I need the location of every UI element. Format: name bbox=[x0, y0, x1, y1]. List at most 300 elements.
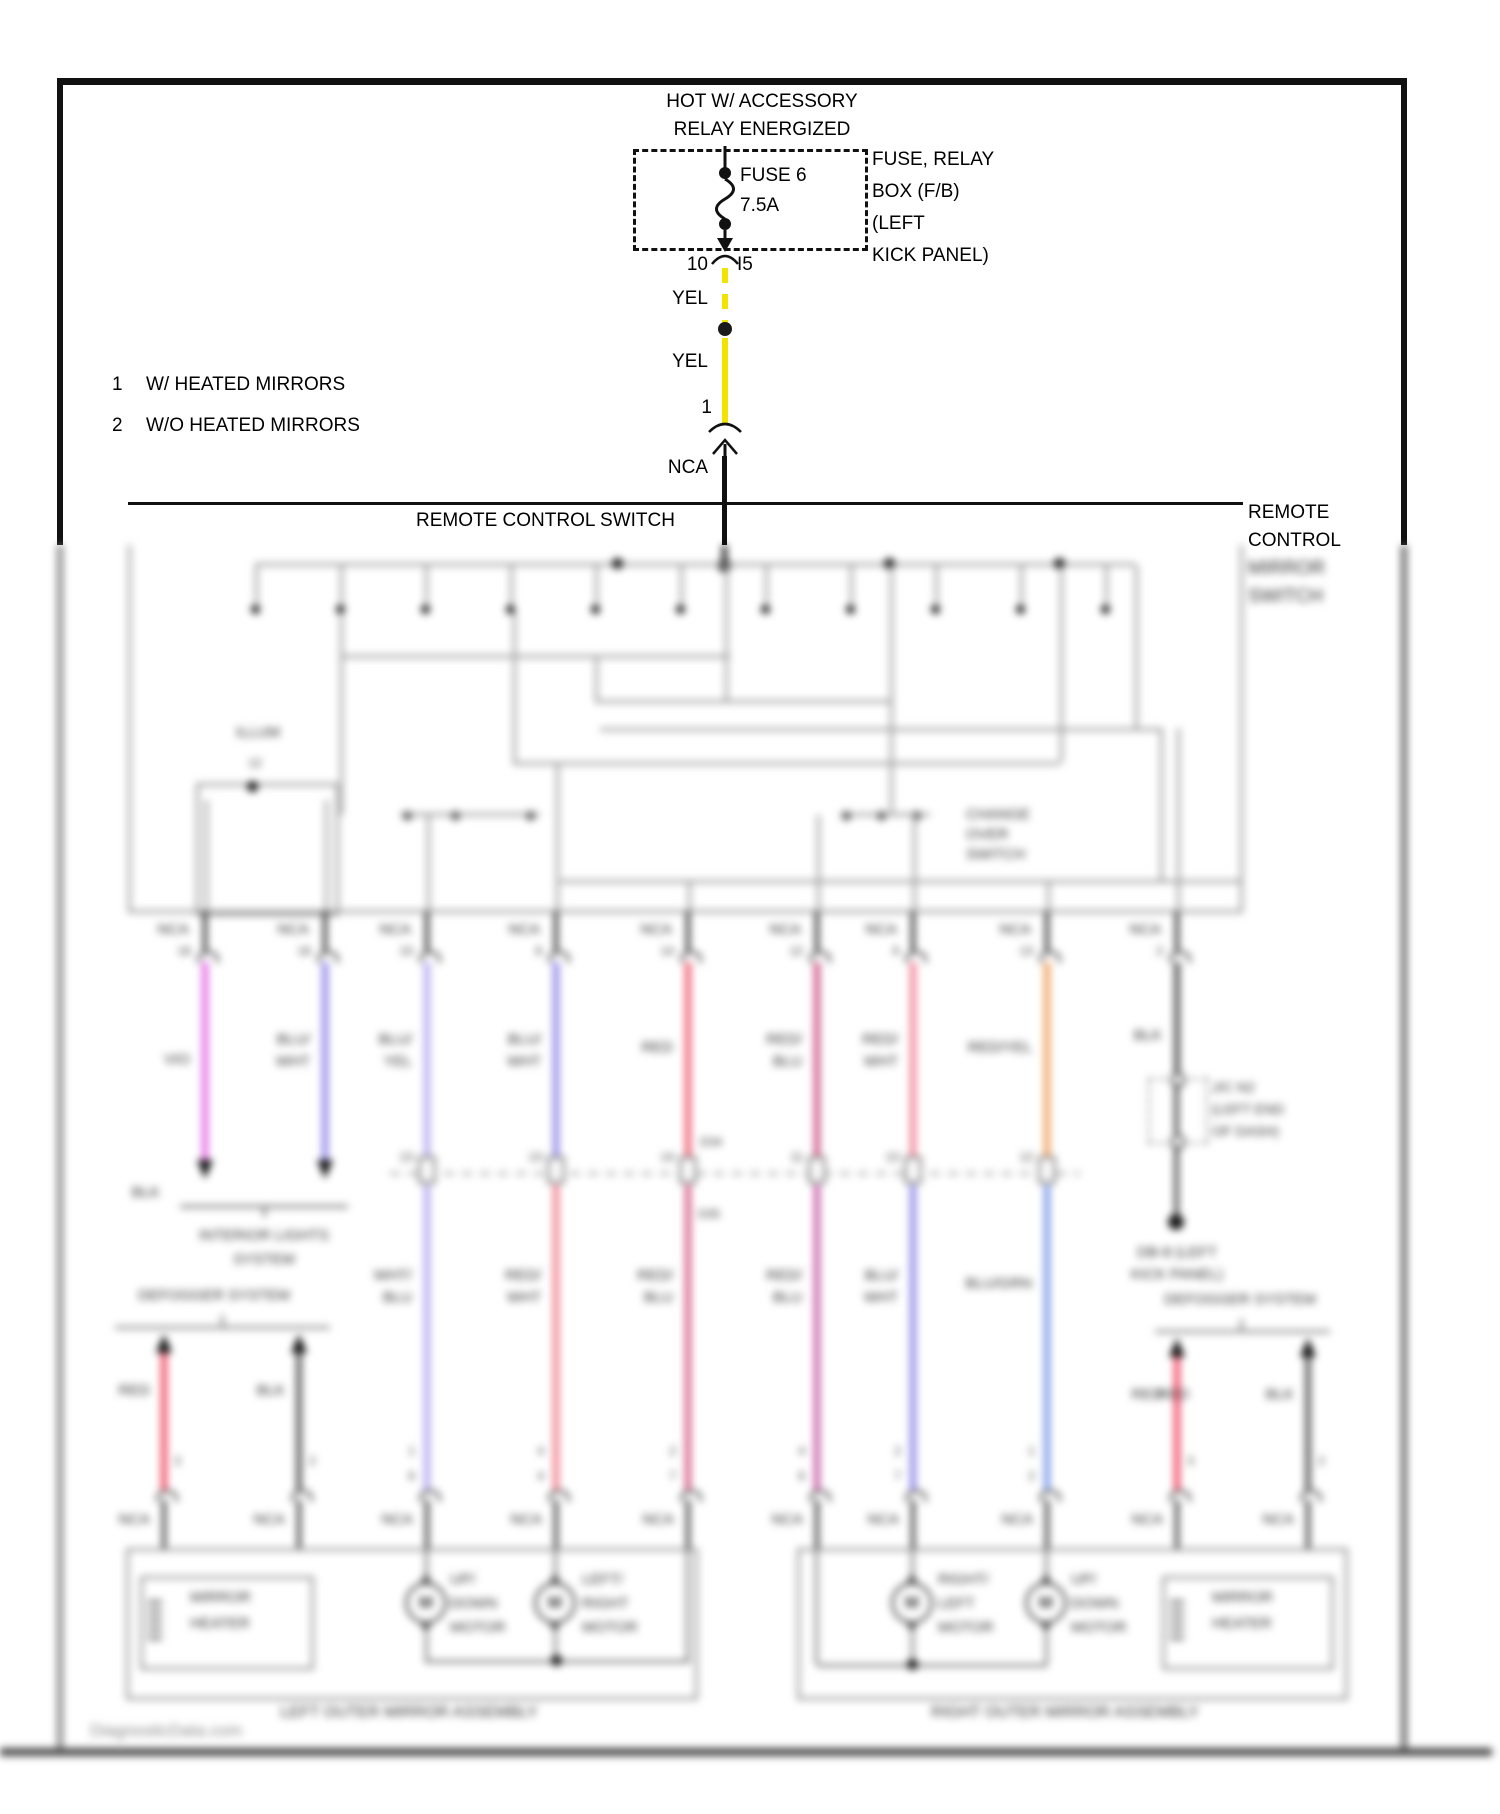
wire-red bbox=[685, 962, 691, 1158]
switch-row-line bbox=[600, 728, 1160, 731]
switch-vert bbox=[513, 612, 516, 762]
wire-label: RED/ bbox=[505, 1267, 541, 1284]
jc-label-1: J/C N2 bbox=[1212, 1079, 1255, 1095]
pin-num: 7 bbox=[669, 1469, 676, 1483]
wire-label: WHT bbox=[506, 1289, 541, 1306]
contact-dot bbox=[612, 558, 623, 569]
left-assembly-label: LEFT OUTER MIRROR ASSEMBLY bbox=[280, 1704, 538, 1721]
illum-pin: 12 bbox=[248, 756, 262, 770]
nca-label: NCA bbox=[999, 921, 1031, 938]
switch-box-right bbox=[1240, 545, 1243, 912]
contact-dot bbox=[247, 781, 258, 792]
junction-connector bbox=[547, 1156, 565, 1184]
wire-def-red bbox=[161, 1353, 167, 1490]
connector-bump bbox=[905, 951, 927, 963]
connector-bump bbox=[680, 1490, 702, 1502]
wire-def-blk bbox=[296, 1353, 302, 1490]
wire-label: RED/ bbox=[766, 1031, 802, 1048]
wire-label: RED/YEL bbox=[967, 1039, 1032, 1056]
connector-bump bbox=[809, 1490, 831, 1502]
illum-box bbox=[196, 783, 339, 916]
common-dot bbox=[551, 1655, 562, 1666]
switch-vert bbox=[1135, 565, 1138, 728]
wire-blk-2 bbox=[1174, 1146, 1179, 1218]
bracket-tick bbox=[221, 1315, 224, 1327]
nca-label: NCA bbox=[642, 1511, 674, 1528]
col-stub bbox=[1045, 912, 1049, 951]
pin-num: 4 bbox=[537, 1469, 544, 1483]
pin-num: 9 bbox=[892, 944, 899, 958]
junction-pin: 11 bbox=[790, 1150, 803, 1164]
frame-bottom bbox=[0, 1748, 1492, 1756]
wire-label: BLU bbox=[643, 1289, 673, 1306]
connector-bump-icon bbox=[710, 250, 740, 266]
ground-label-1: DB-8 (LEFT bbox=[1136, 1244, 1218, 1261]
pin-num: 10 bbox=[399, 944, 413, 958]
motor-cap bbox=[549, 1624, 561, 1633]
interior-lights-label-2: SYSTEM bbox=[233, 1251, 295, 1268]
switch-vert bbox=[1160, 728, 1163, 880]
switch-stub bbox=[595, 565, 598, 610]
switch-side-label-4: SWITCH bbox=[1248, 586, 1323, 607]
pin-num: 2 bbox=[1156, 944, 1163, 958]
right-motor1-label-1: RIGHT/ bbox=[938, 1571, 989, 1588]
pin-num: 2 bbox=[1318, 1454, 1325, 1468]
wire-blu-wht-2 bbox=[553, 962, 559, 1158]
motor-cap bbox=[1040, 1624, 1052, 1633]
connector-bump bbox=[197, 951, 219, 963]
switch-side-label-1: REMOTE bbox=[1248, 502, 1330, 523]
connector-bump bbox=[156, 1490, 178, 1502]
wire-label: RED/ bbox=[862, 1031, 898, 1048]
motor-common bbox=[425, 1633, 428, 1660]
wire-label: BLK bbox=[1133, 1027, 1162, 1044]
right-motor2-label-1: UP/ bbox=[1071, 1571, 1097, 1588]
arrow-up bbox=[1300, 1338, 1316, 1357]
col-stub bbox=[554, 912, 558, 951]
switch-stub bbox=[340, 565, 343, 610]
connector-bump bbox=[548, 1490, 570, 1502]
pin-num: 3 bbox=[1187, 1454, 1194, 1468]
wire-red-blu bbox=[814, 962, 820, 1158]
frame-top bbox=[57, 78, 1407, 85]
frame-right-blur bbox=[1401, 545, 1407, 1753]
wire-label-blk2: BLK bbox=[131, 1184, 160, 1201]
junction-connector bbox=[679, 1156, 697, 1184]
switch-title: REMOTE CONTROL SWITCH bbox=[416, 510, 675, 531]
stub bbox=[815, 1500, 819, 1548]
connector-bump bbox=[291, 1490, 313, 1502]
wire-nca-feed bbox=[722, 456, 727, 545]
nca-label: NCA bbox=[769, 921, 801, 938]
label-red-r: RED bbox=[1131, 1386, 1163, 1403]
switch-box-top bbox=[128, 502, 1243, 505]
wire-red-wht bbox=[910, 962, 916, 1158]
wire-label: RED/ bbox=[637, 1267, 673, 1284]
fuse-box-label-3: (LEFT bbox=[872, 213, 925, 234]
right-motor2-label-2: DOWN bbox=[1071, 1595, 1119, 1612]
switch-vert bbox=[725, 567, 728, 700]
motor-rightleft-right: M bbox=[891, 1582, 933, 1624]
col-stub bbox=[425, 912, 429, 951]
switch-side-label-2: CONTROL bbox=[1248, 530, 1341, 551]
stub bbox=[911, 1500, 915, 1548]
left-motor2-label-3: MOTOR bbox=[582, 1619, 638, 1636]
nca-label: NCA bbox=[867, 1511, 899, 1528]
wire-label: WHT bbox=[863, 1053, 898, 1070]
wire-label: WHT bbox=[863, 1289, 898, 1306]
contact-dot bbox=[931, 605, 940, 614]
pin-num: 2 bbox=[669, 1444, 676, 1458]
col-stub bbox=[686, 912, 690, 951]
stub bbox=[1306, 1500, 1310, 1548]
junction-ref-2: D35 bbox=[698, 1207, 721, 1221]
arrow-down bbox=[317, 1160, 333, 1179]
motor-cap bbox=[420, 1573, 432, 1582]
connector-bump bbox=[1039, 951, 1061, 963]
switch-side-label-3: MIRROR bbox=[1248, 558, 1326, 579]
connector-bump bbox=[419, 951, 441, 963]
col-stub bbox=[1175, 912, 1179, 951]
bracket-tick bbox=[263, 1205, 266, 1217]
frame-left-blur bbox=[57, 545, 63, 1753]
switch-stub bbox=[510, 565, 513, 610]
motor-cap bbox=[420, 1624, 432, 1633]
wire-label: RED/ bbox=[766, 1267, 802, 1284]
right-heater-label-2: HEATER bbox=[1212, 1615, 1272, 1632]
nca-label: NCA bbox=[1129, 921, 1161, 938]
switch-col-drop bbox=[688, 880, 691, 910]
stub bbox=[1045, 1500, 1049, 1548]
stub bbox=[686, 1500, 690, 1548]
switch-vert bbox=[890, 565, 893, 815]
nca-label: NCA bbox=[118, 1511, 150, 1528]
illum-vert bbox=[325, 800, 328, 910]
jc-label-3: OF DASH) bbox=[1212, 1123, 1279, 1139]
fuse-box-label-2: BOX (F/B) bbox=[872, 181, 960, 202]
left-motor1-label-1: UP/ bbox=[450, 1571, 476, 1588]
left-motor2-label-2: RIGHT bbox=[582, 1595, 629, 1612]
pin-num: 1 bbox=[1028, 1444, 1035, 1458]
switch-col-drop bbox=[427, 815, 430, 910]
wire-label: VIO bbox=[164, 1051, 190, 1068]
col-stub bbox=[323, 912, 327, 951]
pin-num: 14 bbox=[660, 944, 674, 958]
wire-yel-dashed bbox=[722, 268, 728, 326]
label-yel-1: YEL bbox=[672, 288, 708, 309]
switch-col-drop bbox=[1047, 880, 1050, 910]
wire-label: BLU/ bbox=[864, 1267, 898, 1284]
wire-red-wht-b bbox=[553, 1185, 559, 1490]
left-motor1-label-2: DOWN bbox=[450, 1595, 498, 1612]
wire-label: BLU/GRN bbox=[965, 1275, 1032, 1292]
junction-pin: 13 bbox=[528, 1150, 542, 1164]
label-blk-r: BLK bbox=[1265, 1386, 1294, 1403]
connector-bump bbox=[809, 951, 831, 963]
pin-num: 2 bbox=[1028, 1469, 1035, 1483]
wire-blk-ground bbox=[1174, 962, 1180, 1078]
pin-num: 7 bbox=[894, 1469, 901, 1483]
label-red: RED bbox=[1157, 1386, 1190, 1403]
wire-label: BLU/ bbox=[378, 1031, 412, 1048]
switch-stub bbox=[935, 565, 938, 610]
contact-dot bbox=[591, 605, 600, 614]
switch-stub bbox=[255, 565, 258, 610]
pin-num: 6 bbox=[798, 1469, 805, 1483]
switch-col-drop bbox=[1177, 728, 1180, 910]
stub bbox=[425, 1500, 429, 1548]
interior-lights-label-1: INTERIOR LIGHTS bbox=[198, 1227, 330, 1244]
switch-vert bbox=[595, 655, 598, 700]
contact-dot bbox=[846, 605, 855, 614]
wire-blu-yel bbox=[424, 962, 430, 1158]
junction-pin: 14 bbox=[660, 1150, 674, 1164]
nca-label: NCA bbox=[865, 921, 897, 938]
junction-connector bbox=[418, 1156, 436, 1184]
pin-num: 4 bbox=[798, 1444, 805, 1458]
change-over-label-3: SWITCH bbox=[966, 846, 1026, 863]
wire-blu-wht bbox=[322, 962, 328, 1160]
label-nca-feed: NCA bbox=[667, 457, 708, 478]
connector-bump bbox=[905, 1490, 927, 1502]
left-heater-label-1: MIRROR bbox=[190, 1589, 251, 1606]
junction-connector bbox=[808, 1156, 826, 1184]
wire-wht-blu bbox=[424, 1185, 430, 1490]
nca-label: NCA bbox=[640, 921, 672, 938]
ground-label-2: KICK PANEL) bbox=[1130, 1266, 1224, 1283]
wire-red-blu-c bbox=[814, 1185, 820, 1490]
pin-num: 2 bbox=[894, 1444, 901, 1458]
power-note-line1: HOT W/ ACCESSORY bbox=[666, 91, 858, 112]
pin-num: 16 bbox=[297, 944, 311, 958]
switch-row-line bbox=[560, 880, 1242, 883]
contact-dot bbox=[1016, 605, 1025, 614]
wire-blu-grn bbox=[1044, 1185, 1050, 1490]
power-note-line2: RELAY ENERGIZED bbox=[673, 119, 851, 140]
splice-dot bbox=[718, 322, 732, 336]
pin-num: 8 bbox=[535, 944, 542, 958]
motor-leftright-left: M bbox=[534, 1582, 576, 1624]
connector-bump bbox=[1169, 1490, 1191, 1502]
label-blk: BLK bbox=[256, 1382, 285, 1399]
switch-stub bbox=[1105, 565, 1108, 610]
ground-dot bbox=[1168, 1214, 1184, 1230]
contact-dot bbox=[1101, 605, 1110, 614]
switch-row-line bbox=[595, 700, 890, 703]
bracket-tick bbox=[1240, 1319, 1243, 1331]
wire-red-yel bbox=[1044, 962, 1050, 1158]
right-heater-label-1: MIRROR bbox=[1212, 1589, 1273, 1606]
pin-10: 10 bbox=[686, 254, 708, 275]
wire-label: BLU bbox=[772, 1053, 802, 1070]
wire-label: RED bbox=[641, 1039, 673, 1056]
pin-1: 1 bbox=[701, 397, 712, 418]
nca-label: NCA bbox=[1001, 1511, 1033, 1528]
junction-pin: 13 bbox=[399, 1150, 413, 1164]
col-stub bbox=[203, 912, 207, 951]
watermark: DiagnosticData.com bbox=[90, 1721, 243, 1740]
stub bbox=[1175, 1500, 1179, 1548]
motor-cap bbox=[1040, 1573, 1052, 1582]
col-stub bbox=[815, 912, 819, 951]
connector-bump bbox=[1169, 951, 1191, 963]
motor-updown-right: M bbox=[1025, 1582, 1067, 1624]
note-2-num: 2 bbox=[112, 415, 123, 436]
connector-bump bbox=[317, 951, 339, 963]
arrow-up bbox=[1169, 1338, 1185, 1357]
pin-num: 1 bbox=[408, 1444, 415, 1458]
nca-label: NCA bbox=[379, 921, 411, 938]
nca-label: NCA bbox=[771, 1511, 803, 1528]
motor-updown-left: M bbox=[405, 1582, 447, 1624]
return-wire bbox=[686, 1548, 689, 1660]
motor-common bbox=[1045, 1633, 1048, 1664]
connector-bump bbox=[1300, 1490, 1322, 1502]
fuse-name: FUSE 6 bbox=[740, 165, 807, 186]
nca-label: NCA bbox=[157, 921, 189, 938]
wire-red-blu-b bbox=[685, 1185, 691, 1490]
nca-label: NCA bbox=[1131, 1511, 1163, 1528]
nca-label: NCA bbox=[253, 1511, 285, 1528]
motor-cap bbox=[906, 1573, 918, 1582]
wire-label: WHT bbox=[506, 1053, 541, 1070]
pin-num: 4 bbox=[537, 1444, 544, 1458]
switch-row-line bbox=[513, 762, 1060, 765]
right-motor1-label-2: LEFT bbox=[938, 1595, 975, 1612]
wire-label: BLU bbox=[382, 1289, 412, 1306]
left-heater-label-2: HEATER bbox=[190, 1615, 250, 1632]
connector-bump bbox=[419, 1490, 441, 1502]
junction-pin: 13 bbox=[885, 1150, 899, 1164]
nca-label: NCA bbox=[510, 1511, 542, 1528]
switch-stub bbox=[765, 565, 768, 610]
junction-connector bbox=[1038, 1156, 1056, 1184]
pin-i5: I5 bbox=[737, 254, 753, 275]
illum-vert bbox=[205, 800, 208, 910]
wire-blk-inside bbox=[1174, 1084, 1179, 1134]
col-stub bbox=[911, 912, 915, 951]
switch-stub bbox=[425, 565, 428, 610]
connector-bump bbox=[1039, 1490, 1061, 1502]
nca-label: NCA bbox=[508, 921, 540, 938]
wire-label: WHT/ bbox=[373, 1267, 412, 1284]
switch-box-left bbox=[128, 545, 131, 912]
left-motor1-label-3: MOTOR bbox=[450, 1619, 506, 1636]
junction-dashed-line bbox=[390, 1172, 1080, 1175]
pin-num: 3 bbox=[174, 1454, 181, 1468]
note-1-text: W/ HEATED MIRRORS bbox=[146, 374, 346, 395]
frame-left-sharp bbox=[57, 78, 63, 545]
stub bbox=[297, 1500, 301, 1548]
return-wire bbox=[815, 1548, 818, 1664]
motor-common-bus bbox=[817, 1664, 1047, 1667]
switch-col-drop bbox=[817, 815, 820, 910]
label-red: RED bbox=[118, 1382, 150, 1399]
change-over-label-2: OVER bbox=[966, 826, 1009, 843]
junction-pin: 12 bbox=[1019, 1150, 1033, 1164]
arrow-up bbox=[291, 1334, 307, 1353]
note-2-text: W/O HEATED MIRRORS bbox=[146, 415, 360, 436]
pin-num: 16 bbox=[177, 944, 191, 958]
stub bbox=[162, 1500, 166, 1548]
switch-col-drop bbox=[556, 762, 559, 910]
contact-dot bbox=[251, 605, 260, 614]
pin-num: 2 bbox=[309, 1454, 316, 1468]
left-motor2-label-1: LEFT/ bbox=[582, 1571, 623, 1588]
switch-vert bbox=[340, 612, 343, 815]
pin-num: 6 bbox=[408, 1469, 415, 1483]
switch-col-drop bbox=[913, 815, 916, 910]
junction-ref-1: D34 bbox=[700, 1135, 723, 1149]
jc-label-2: (LEFT END bbox=[1212, 1101, 1285, 1117]
switch-bus bbox=[255, 563, 1135, 566]
arrow-down bbox=[197, 1160, 213, 1179]
pin-num: 13 bbox=[1019, 944, 1033, 958]
defogger-right-title: DEFOGGER SYSTEM bbox=[1164, 1291, 1316, 1308]
label-yel-2: YEL bbox=[672, 351, 708, 372]
motor-cap bbox=[549, 1573, 561, 1582]
switch-stub bbox=[1020, 565, 1023, 610]
wire-label: BLU/ bbox=[507, 1031, 541, 1048]
wire-yel-solid bbox=[722, 338, 728, 424]
switch-row-line bbox=[340, 655, 730, 658]
wire-def-blk bbox=[1305, 1357, 1311, 1490]
right-assembly-label: RIGHT OUTER MIRROR ASSEMBLY bbox=[931, 1704, 1199, 1721]
defogger-left-title: DEFOGGER SYSTEM bbox=[138, 1287, 290, 1304]
frame-right-sharp bbox=[1401, 78, 1407, 545]
change-over-label-1: CHANGE bbox=[966, 806, 1031, 823]
switch-row2-seg bbox=[840, 813, 930, 816]
wire-label: YEL bbox=[383, 1053, 412, 1070]
nca-label: NCA bbox=[381, 1511, 413, 1528]
wire-blu-wht-b bbox=[910, 1185, 916, 1490]
stub bbox=[554, 1500, 558, 1548]
inline-connector-icon bbox=[705, 420, 745, 458]
heater-element-icon bbox=[148, 1598, 162, 1640]
pin-num: 12 bbox=[789, 944, 803, 958]
wire-label: WHT bbox=[275, 1053, 310, 1070]
note-1-num: 1 bbox=[112, 374, 123, 395]
fuse-box-label-4: KICK PANEL) bbox=[872, 245, 989, 266]
right-motor2-label-3: MOTOR bbox=[1071, 1619, 1127, 1636]
arrow-up bbox=[156, 1334, 172, 1353]
contact-dot bbox=[761, 605, 770, 614]
wire-label: BLU bbox=[772, 1289, 802, 1306]
connector-bump bbox=[680, 951, 702, 963]
switch-stub bbox=[850, 565, 853, 610]
contact-dot bbox=[421, 605, 430, 614]
nca-label: NCA bbox=[277, 921, 309, 938]
motor-cap bbox=[906, 1624, 918, 1633]
nca-label: NCA bbox=[1262, 1511, 1294, 1528]
wire-label: BLU/ bbox=[276, 1031, 310, 1048]
common-dot bbox=[907, 1659, 918, 1670]
junction-connector bbox=[904, 1156, 922, 1184]
right-motor1-label-3: MOTOR bbox=[938, 1619, 994, 1636]
illum-label: ILLUM bbox=[235, 724, 281, 741]
heater-element-icon bbox=[1170, 1598, 1184, 1640]
blurred-diagram-region bbox=[0, 545, 1500, 1814]
fuse-rating: 7.5A bbox=[740, 195, 780, 216]
fuse-box-label-1: FUSE, RELAY bbox=[872, 149, 995, 170]
switch-vert bbox=[1060, 565, 1063, 762]
contact-dot bbox=[676, 605, 685, 614]
switch-stub bbox=[680, 565, 683, 610]
wire-def-red bbox=[1174, 1357, 1180, 1490]
switch-row2-seg bbox=[400, 813, 540, 816]
connector-bump bbox=[548, 951, 570, 963]
wire-vio bbox=[202, 962, 208, 1160]
